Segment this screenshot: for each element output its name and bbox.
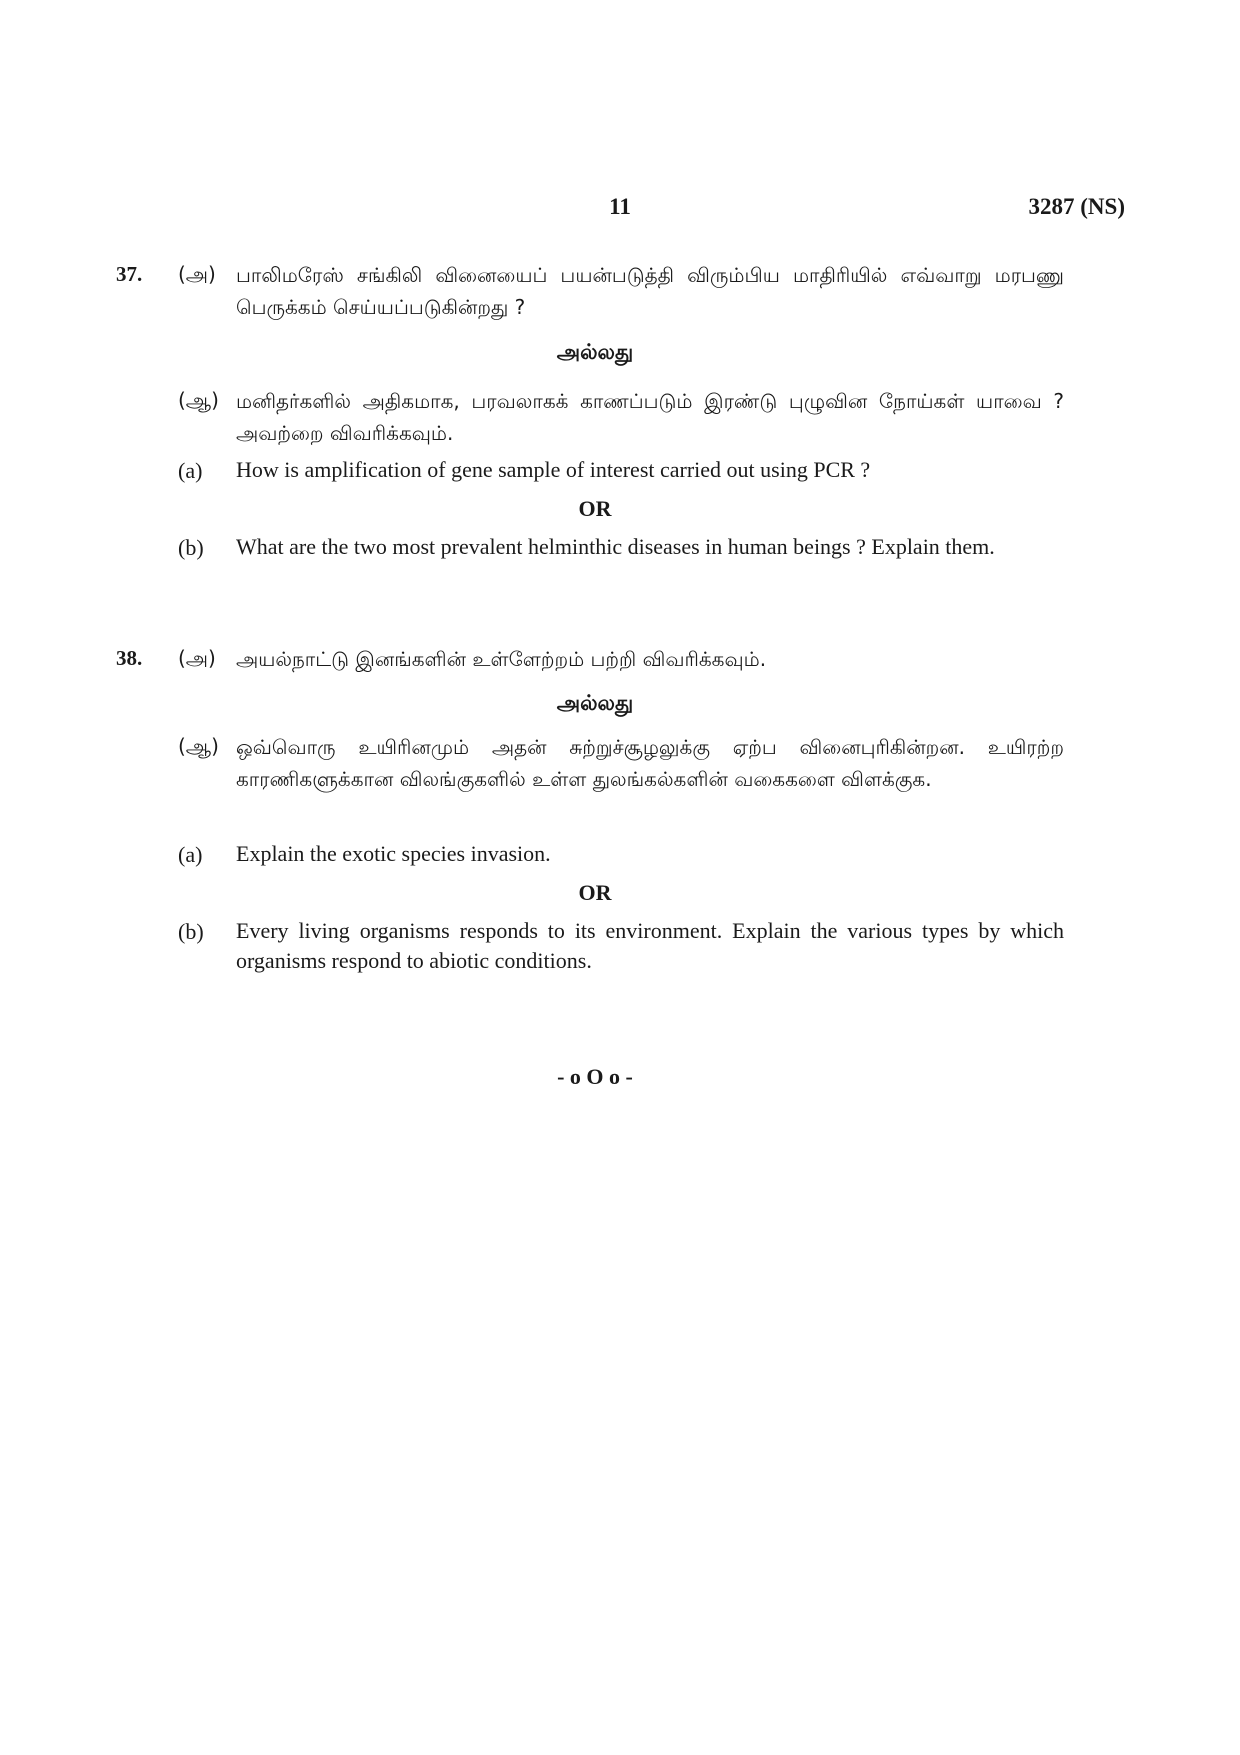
tamil-or-separator: அல்லது [556,340,634,364]
tamil-option-a-marker: (அ) [178,262,216,286]
english-option-a-text: How is amplification of gene sample of interest carried out using PCR ? [236,457,871,482]
english-option-a-marker: (a) [178,458,203,483]
english-option-b-text: Every living organisms responds to its environment. Explain the various types by which organisms respond to abiotic conditions. [236,918,1064,973]
end-of-paper-mark: - o O o - [557,1064,633,1089]
tamil-option-b-marker: (ஆ) [178,388,219,412]
tamil-or-separator: அல்லது [556,691,634,715]
tamil-option-a-text: பாலிமரேஸ் சங்கிலி வினையைப் பயன்படுத்தி விரும்பிய மாதிரியில் எவ்வாறு மரபணு பெருக்கம் செய்யப்படுகின்றது ? [236,263,1064,319]
english-option-b-marker: (b) [178,535,204,560]
english-option-b-text: What are the two most prevalent helminthic diseases in human beings ? Explain them. [236,534,995,559]
english-option-a-marker: (a) [178,842,203,867]
question-number: 37. [116,262,143,286]
page-number: 11 [609,194,631,219]
tamil-option-b-text: ஒவ்வொரு உயிரினமும் அதன் சுற்றுச்சூழலுக்கு ஏற்ப வினைபுரிகின்றன. உயிரற்ற காரணிகளுக்கான விலங்குகளில் உள்ள துலங்கல்களின் வகைகளை விளக்குக. [236,735,1064,791]
tamil-option-b-marker: (ஆ) [178,734,219,758]
english-or-separator: OR [578,880,612,905]
question-number: 38. [116,646,143,670]
paper-code: 3287 (NS) [1028,194,1125,219]
tamil-option-b-text: மனிதர்களில் அதிகமாக, பரவலாகக் காணப்படும் இரண்டு புழுவின நோய்கள் யாவை ? அவற்றை விவரிக்கவும். [236,389,1064,445]
english-option-b-marker: (b) [178,919,204,944]
tamil-option-a-text: அயல்நாட்டு இனங்களின் உள்ளேற்றம் பற்றி விவரிக்கவும். [236,647,767,671]
tamil-option-a-marker: (அ) [178,646,216,670]
english-or-separator: OR [578,496,612,521]
english-option-a-text: Explain the exotic species invasion. [236,841,551,866]
